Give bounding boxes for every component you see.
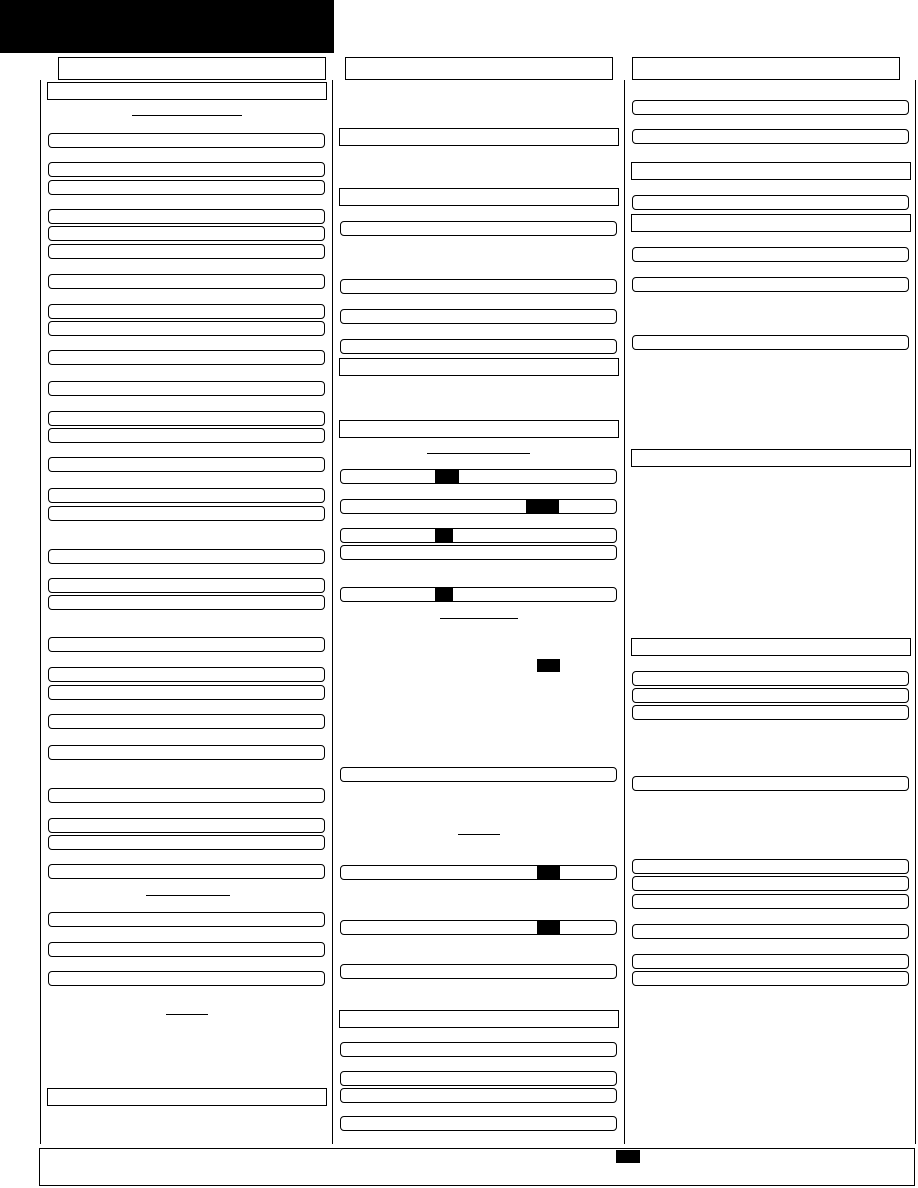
column-divider (332, 80, 333, 1144)
section-bar (631, 214, 911, 232)
form-field[interactable] (632, 859, 909, 874)
form-field[interactable] (48, 274, 325, 289)
form-field[interactable] (632, 195, 909, 210)
form-field[interactable] (632, 247, 909, 262)
section-bar (631, 638, 911, 656)
form-field[interactable] (48, 637, 325, 652)
underline-heading (440, 618, 518, 619)
form-field[interactable] (48, 745, 325, 760)
section-bar (47, 1088, 327, 1106)
section-bar (339, 128, 619, 146)
redaction-block (435, 587, 453, 601)
form-field[interactable] (48, 350, 325, 365)
form-field[interactable] (632, 776, 909, 791)
column-header-left (58, 57, 326, 80)
form-field[interactable] (48, 304, 325, 319)
section-bar (339, 420, 619, 438)
form-field[interactable] (48, 971, 325, 986)
form-field[interactable] (632, 100, 909, 115)
form-field[interactable] (48, 162, 325, 177)
form-field[interactable] (632, 129, 909, 144)
form-field[interactable] (48, 321, 325, 336)
form-field[interactable] (48, 595, 325, 610)
form-field[interactable] (340, 865, 617, 880)
redaction-block (435, 469, 459, 483)
redaction-block (616, 1150, 640, 1163)
form-field[interactable] (632, 971, 909, 986)
form-field[interactable] (340, 339, 617, 354)
form-field[interactable] (48, 667, 325, 682)
section-bar (631, 449, 911, 467)
column-divider (624, 80, 625, 1144)
form-field[interactable] (632, 688, 909, 703)
form-field[interactable] (48, 244, 325, 259)
form-field[interactable] (48, 818, 325, 833)
form-field[interactable] (340, 309, 617, 324)
redaction-block (526, 499, 559, 513)
form-field[interactable] (340, 587, 617, 602)
form-field[interactable] (340, 499, 617, 514)
form-field[interactable] (340, 221, 617, 236)
form-field[interactable] (340, 528, 617, 543)
form-field[interactable] (340, 920, 617, 935)
form-field[interactable] (340, 1071, 617, 1086)
column-divider (915, 80, 916, 1144)
section-bar (339, 1010, 619, 1028)
section-bar (339, 188, 619, 206)
form-field[interactable] (632, 924, 909, 939)
form-field[interactable] (48, 411, 325, 426)
column-header-middle (345, 57, 613, 80)
form-field[interactable] (48, 714, 325, 729)
section-bar (339, 358, 619, 376)
form-field[interactable] (632, 277, 909, 292)
form-field[interactable] (48, 685, 325, 700)
form-field[interactable] (632, 894, 909, 909)
redaction-block (537, 865, 560, 879)
form-field[interactable] (632, 671, 909, 686)
header-black-bar (0, 0, 334, 53)
underline-heading (146, 895, 230, 896)
form-field[interactable] (340, 964, 617, 979)
form-field[interactable] (340, 1116, 617, 1131)
column-header-right (632, 57, 900, 80)
form-field[interactable] (48, 788, 325, 803)
underline-heading (166, 1014, 208, 1015)
form-field[interactable] (48, 835, 325, 850)
form-field[interactable] (48, 942, 325, 957)
form-field[interactable] (632, 876, 909, 891)
redaction-block (435, 528, 453, 542)
form-field[interactable] (48, 457, 325, 472)
form-field[interactable] (48, 226, 325, 241)
section-bar (47, 82, 327, 100)
form-field[interactable] (340, 1088, 617, 1103)
form-field[interactable] (632, 705, 909, 720)
form-field[interactable] (48, 180, 325, 195)
form-field[interactable] (48, 864, 325, 879)
underline-heading (458, 834, 500, 835)
form-field[interactable] (48, 488, 325, 503)
form-field[interactable] (48, 549, 325, 564)
form-field[interactable] (340, 767, 617, 782)
section-bar (631, 162, 911, 180)
form-field[interactable] (632, 954, 909, 969)
form-field[interactable] (48, 428, 325, 443)
form-field[interactable] (340, 1042, 617, 1057)
form-field[interactable] (340, 545, 617, 560)
underline-heading (427, 453, 530, 454)
underline-heading (132, 115, 242, 116)
column-divider (40, 80, 41, 1144)
form-field[interactable] (48, 578, 325, 593)
redaction-block (537, 659, 560, 672)
footer-box (39, 1148, 915, 1186)
form-field[interactable] (48, 381, 325, 396)
form-field[interactable] (48, 506, 325, 521)
form-field[interactable] (340, 279, 617, 294)
redaction-block (537, 920, 560, 934)
form-field[interactable] (632, 335, 909, 350)
form-field[interactable] (48, 133, 325, 148)
form-field[interactable] (340, 469, 617, 484)
form-field[interactable] (48, 912, 325, 927)
form-field[interactable] (48, 209, 325, 224)
